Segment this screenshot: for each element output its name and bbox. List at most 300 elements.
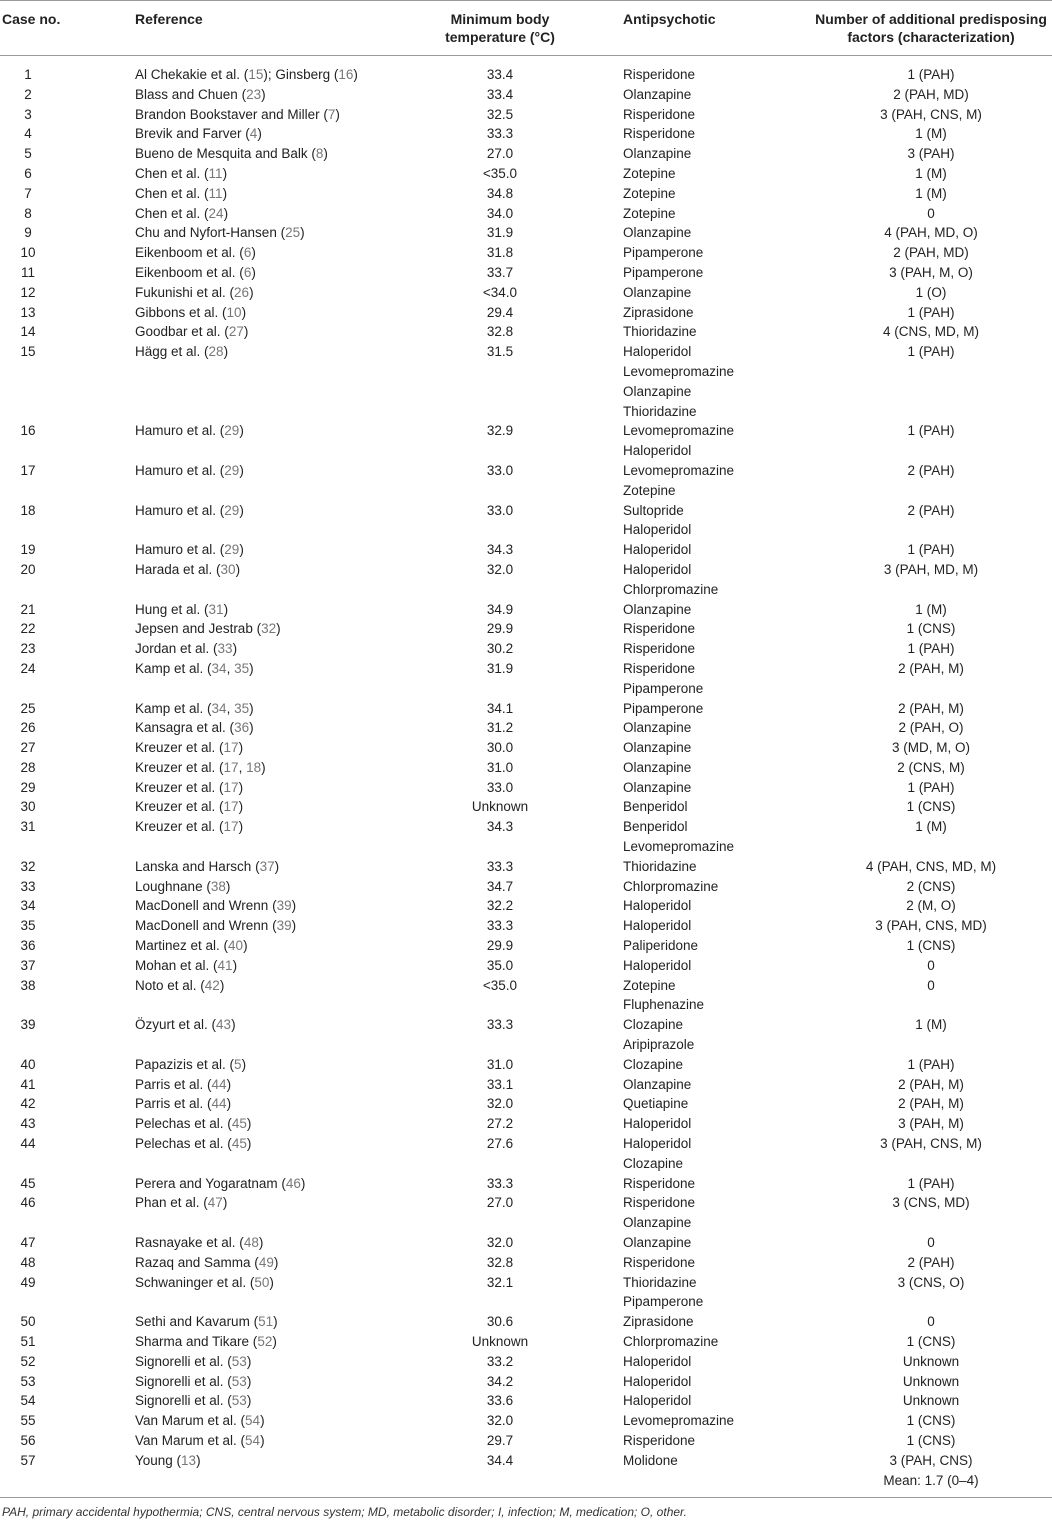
citation-link[interactable]: 49 [258,1254,274,1270]
reference-text: Chen et al. ( [135,205,209,221]
case-number: 13 [20,304,36,320]
antipsychotic-name: Olanzapine [623,740,692,756]
citation-link[interactable]: 50 [254,1274,270,1290]
citation-link[interactable]: 35 [234,660,250,676]
antipsychotic-cell [622,1253,810,1273]
reference-cell [56,857,378,877]
citation-link[interactable]: 27 [228,324,244,340]
antipsychotic-name: Chlorpromazine [623,878,719,894]
citation-link[interactable]: 45 [231,1116,247,1132]
factors-value: Unknown [902,1353,960,1369]
case-number: 15 [20,344,36,360]
antipsychotic-name: Pipamperone [623,680,704,696]
reference-cell [56,144,378,164]
antipsychotic-name: Benperidol [623,799,688,815]
citation-link[interactable]: 54 [245,1432,261,1448]
reference-text: Goodbar et al. ( [135,324,229,340]
predisposing-factors [810,916,1052,936]
predisposing-factors [810,283,1052,303]
case-number: 57 [20,1452,36,1468]
reference-text: Eikenboom et al. ( [135,245,244,261]
citation-link[interactable]: 38 [210,878,226,894]
citation-link[interactable]: 29 [224,423,240,439]
antipsychotic-name: Olanzapine [623,759,692,775]
case-number: 42 [20,1096,36,1112]
antipsychotic-cell [622,421,810,461]
predisposing-factors [810,1114,1052,1134]
reference-text: Blass and Chuen ( [135,86,247,102]
reference-text: Mohan et al. ( [135,957,218,973]
factors-value: 1 (CNS) [906,1334,956,1349]
antipsychotic-name: Pipamperone [623,1294,704,1310]
case-number: 27 [20,740,36,756]
predisposing-factors [810,65,1052,85]
reference-cell [56,976,378,1016]
predisposing-factors [810,1332,1052,1352]
predisposing-factors [810,1273,1052,1313]
table-row [0,817,1052,857]
reference-cell [56,105,378,125]
citation-link[interactable]: 17 [223,779,239,795]
table-footnote: PAH, primary accidental hypothermia; CNS, central nervous system; MD, metabolic disorder; I, infection; M, medication; O, other. [2,1505,687,1519]
factors-value: 3 (CNS, O) [897,1274,965,1290]
reference-text: Hägg et al. ( [135,344,209,360]
antipsychotic-name: Clozapine [623,1056,684,1072]
table-row [0,857,1052,877]
case-number: 40 [20,1056,36,1072]
antipsychotic-name: Benperidol [623,819,688,835]
citation-link[interactable]: 40 [228,938,244,954]
predisposing-factors [810,600,1052,620]
reference-cell [56,639,378,659]
min-temperature: 33.0 [486,502,514,518]
table-row [0,758,1052,778]
predisposing-factors [810,1352,1052,1372]
case-number: 53 [20,1373,36,1389]
predisposing-factors [810,303,1052,323]
citation-link[interactable]: 33 [217,641,233,657]
table-row [0,85,1052,105]
min-temperature: 32.5 [486,106,514,122]
table-row [0,600,1052,620]
reference-text: ) [249,284,254,300]
antipsychotic-cell [622,144,810,164]
reference-cell [56,956,378,976]
factors-value: 1 (PAH) [907,779,955,795]
antipsychotic-cell [622,758,810,778]
citation-link[interactable]: 41 [217,957,233,973]
reference-text: Razaq and Samma ( [135,1254,259,1270]
reference-text: Chen et al. ( [135,185,209,201]
reference-cell [56,1332,378,1352]
antipsychotic-name: Pipamperone [623,264,704,280]
citation-link[interactable]: 5 [234,1056,242,1072]
antipsychotic-cell [622,322,810,342]
factors-value: 1 (CNS) [906,799,956,815]
reference-text: Signorelli et al. ( [135,1353,232,1369]
antipsychotic-name: Risperidone [623,126,696,142]
case-number: 36 [20,938,36,954]
predisposing-factors [810,976,1052,1016]
header-antipsychotic: Antipsychotic [623,11,716,27]
reference-text: Van Marum et al. ( [135,1432,246,1448]
factors-value: 2 (PAH, M) [898,1096,964,1112]
antipsychotic-name: Olanzapine [623,1076,692,1092]
table-row [0,659,1052,699]
citation-link[interactable]: 13 [181,1452,197,1468]
min-temperature: 30.2 [486,641,514,657]
min-temperature: 31.5 [486,344,514,360]
antipsychotic-name: Haloperidol [623,898,692,914]
antipsychotic-name: Olanzapine [623,1235,692,1251]
reference-text: Gibbons et al. ( [135,304,227,320]
antipsychotic-name: Haloperidol [623,1136,692,1152]
antipsychotic-cell [622,105,810,125]
predisposing-factors [810,105,1052,125]
antipsychotic-name: Haloperidol [623,1353,692,1369]
citation-link[interactable]: 15 [248,67,264,82]
factors-value: 1 (M) [915,1017,947,1033]
citation-link[interactable]: 16 [338,67,354,82]
antipsychotic-name: Clozapine [623,1017,684,1033]
citation-link[interactable]: 42 [204,977,220,993]
citation-link[interactable]: 6 [243,264,252,280]
min-temperature: <34.0 [482,284,518,300]
reference-text: , [226,660,235,676]
citation-link[interactable]: 29 [224,462,240,478]
case-number: 55 [20,1413,36,1429]
reference-cell [56,1134,378,1174]
table-row [0,164,1052,184]
table-row [0,1451,1052,1491]
reference-text: Perera and Yogaratnam ( [135,1175,286,1191]
citation-link[interactable]: 37 [259,858,275,874]
antipsychotic-name: Zotepine [623,185,676,201]
min-temperature: 33.3 [486,918,514,934]
factors-value: 2 (PAH, MD) [893,86,969,102]
reference-cell [56,1312,378,1332]
min-temperature: 32.0 [486,1096,514,1112]
predisposing-factors [810,461,1052,501]
reference-text: , [238,759,247,775]
predisposing-factors [810,322,1052,342]
predisposing-factors [810,778,1052,798]
min-temperature: 32.0 [486,1413,514,1429]
min-temperature: 32.1 [486,1274,514,1290]
citation-link[interactable]: 29 [224,502,240,518]
case-number: 33 [20,878,36,894]
antipsychotic-cell [622,916,810,936]
factors-value: 1 (M) [915,819,947,835]
reference-cell [56,1233,378,1253]
factors-value: 2 (PAH, O) [898,720,964,736]
citation-link[interactable]: 54 [245,1413,261,1429]
min-temperature: 33.7 [486,264,514,280]
reference-cell [56,283,378,303]
min-temperature: 35.0 [486,957,514,973]
antipsychotic-cell [622,619,810,639]
antipsychotic-cell [622,738,810,758]
antipsychotic-name: Risperidone [623,106,696,122]
reference-text: ) [258,1235,264,1251]
antipsychotic-cell [622,560,810,600]
reference-cell [56,817,378,857]
antipsychotic-name: Haloperidol [623,344,692,360]
reference-text: ) [246,1393,252,1409]
reference-text: ) [238,740,244,756]
citation-link[interactable]: 17 [223,759,239,775]
case-number: 23 [20,641,36,657]
antipsychotic-name: Olanzapine [623,284,692,300]
reference-text: Pelechas et al. ( [135,1116,232,1132]
reference-text: ) [261,86,266,102]
reference-text: ) [273,1314,278,1330]
predisposing-factors [810,956,1052,976]
factors-value: 1 (PAH) [907,423,955,439]
reference-text: , [226,700,235,716]
reference-text: ) [251,264,256,280]
reference-text: Kreuzer et al. ( [135,759,224,775]
min-temperature: 27.0 [486,1195,514,1211]
min-temperature: 33.2 [486,1353,514,1369]
factors-value: Unknown [902,1393,960,1409]
citation-link[interactable]: 52 [257,1334,273,1349]
citation-link[interactable]: 23 [246,86,262,102]
factors-value: 3 (PAH, CNS, M) [880,106,982,122]
case-number: 7 [24,185,32,201]
reference-text: Phan et al. ( [135,1195,208,1211]
citation-link[interactable]: 17 [223,740,239,756]
case-number: 18 [20,502,36,518]
citation-link[interactable]: 10 [226,304,242,320]
citation-link[interactable]: 17 [223,819,239,835]
table-row [0,877,1052,897]
reference-text: Jepsen and Jestrab ( [135,621,262,637]
min-temperature: 34.1 [486,700,514,716]
predisposing-factors [810,164,1052,184]
predisposing-factors [810,263,1052,283]
factors-value: 3 (PAH, CNS) [889,1452,973,1468]
citation-link[interactable]: 18 [246,759,262,775]
case-number: 56 [20,1432,36,1448]
min-temperature: 30.0 [486,740,514,756]
min-temperature: 33.3 [486,126,514,142]
antipsychotic-name: Zotepine [623,205,676,221]
reference-text: ) [222,185,228,201]
citation-link[interactable]: 4 [249,126,258,142]
citation-link[interactable]: 24 [208,205,224,221]
citation-link[interactable]: 7 [327,106,336,122]
citation-link[interactable]: 48 [243,1235,259,1251]
citation-link[interactable]: 25 [285,225,301,241]
factors-value: Unknown [902,1373,960,1389]
citation-link[interactable]: 28 [208,344,224,360]
antipsychotic-cell [622,896,810,916]
reference-text: Kansagra et al. ( [135,720,235,736]
antipsychotic-name: Levomepromazine [623,462,735,478]
predisposing-factors [810,758,1052,778]
predisposing-factors [810,560,1052,600]
antipsychotic-cell [622,956,810,976]
citation-link[interactable]: 32 [261,621,277,637]
table-row [0,243,1052,263]
citation-link[interactable]: 45 [231,1136,247,1152]
reference-cell [56,1451,378,1491]
table-row [0,204,1052,224]
predisposing-factors [810,1391,1052,1411]
min-temperature: 34.2 [486,1373,514,1389]
antipsychotic-cell [622,1015,810,1055]
citation-link[interactable]: 11 [208,185,223,201]
predisposing-factors [810,1015,1052,1055]
citation-link[interactable]: 53 [231,1373,247,1389]
citation-link[interactable]: 39 [276,898,292,914]
reference-cell [56,184,378,204]
citation-link[interactable]: 39 [276,918,292,934]
reference-text: ) [274,858,280,874]
reference-text: Lanska and Harsch ( [135,858,260,874]
citation-link[interactable]: 53 [231,1353,247,1369]
citation-link[interactable]: 46 [285,1175,301,1191]
reference-text: ) [257,126,262,142]
predisposing-factors [810,184,1052,204]
reference-cell [56,778,378,798]
reference-text: Kreuzer et al. ( [135,740,224,756]
antipsychotic-name: Olanzapine [623,720,692,736]
antipsychotic-name: Risperidone [623,1195,696,1211]
antipsychotic-cell [622,1372,810,1392]
min-temperature: 27.2 [486,1116,514,1132]
antipsychotic-cell [622,85,810,105]
citation-link[interactable]: 26 [234,284,250,300]
case-number: 11 [20,264,35,280]
min-temperature: 29.4 [486,304,514,320]
case-number: 26 [20,720,36,736]
reference-text: Chen et al. ( [135,165,209,181]
reference-text: ) [238,819,244,835]
reference-text: ) [232,641,238,657]
antipsychotic-name: Thioridazine [623,1274,697,1290]
case-number: 30 [20,799,36,815]
reference-cell [56,421,378,461]
citation-link[interactable]: 36 [234,720,250,736]
table-row [0,322,1052,342]
antipsychotic-name: Risperidone [623,660,696,676]
predisposing-factors [810,857,1052,877]
min-temperature: 33.3 [486,858,514,874]
antipsychotic-cell [622,164,810,184]
reference-cell [56,1193,378,1233]
min-temperature: 30.6 [486,1314,514,1330]
antipsychotic-cell [622,877,810,897]
citation-link[interactable]: 8 [315,146,324,162]
predisposing-factors [810,144,1052,164]
table-row [0,1391,1052,1411]
factors-value: 1 (M) [915,126,947,142]
antipsychotic-name: Levomepromazine [623,363,735,379]
reference-cell [56,65,378,85]
reference-cell [56,659,378,699]
citation-link[interactable]: 29 [224,542,240,558]
factors-value: 3 (PAH, CNS, MD) [875,918,987,934]
factors-value: 4 (PAH, CNS, MD, M) [865,858,997,874]
reference-text: ) [243,324,249,340]
antipsychotic-cell [622,342,810,421]
factors-mean: Mean: 1.7 (0–4) [883,1472,979,1488]
header-factors [810,10,1052,46]
antipsychotic-cell [622,639,810,659]
table-row [0,916,1052,936]
antipsychotic-name: Risperidone [623,1432,696,1448]
reference-cell [56,461,378,501]
factors-value: 1 (M) [915,165,947,181]
citation-link[interactable]: 34 [211,660,227,676]
citation-link[interactable]: 44 [211,1076,227,1092]
min-temperature: 27.0 [486,146,514,162]
factors-value: 1 (PAH) [907,542,955,558]
citation-link[interactable]: 53 [231,1393,247,1409]
antipsychotic-name: Zotepine [623,165,676,181]
predisposing-factors [810,877,1052,897]
case-number: 14 [20,324,36,340]
reference-cell [56,243,378,263]
factors-value: 2 (M, O) [906,898,956,914]
reference-text: Sethi and Kavarum ( [135,1314,259,1330]
citation-link[interactable]: 17 [223,799,239,815]
case-number: 24 [20,660,36,676]
factors-value: 3 (PAH, M, O) [889,264,973,280]
case-number: 5 [24,146,32,162]
citation-link[interactable]: 34 [211,700,227,716]
min-temperature: 34.4 [486,1452,514,1468]
antipsychotic-cell [622,778,810,798]
citation-link[interactable]: 44 [211,1096,227,1112]
factors-value: 0 [927,1235,935,1251]
reference-cell [56,164,378,184]
reference-text: Chu and Nyfort-Hansen ( [135,225,286,241]
citation-link[interactable]: 11 [208,165,223,181]
citation-link[interactable]: 31 [208,601,224,617]
citation-link[interactable]: 43 [216,1017,232,1033]
case-number: 41 [20,1076,36,1092]
reference-text: ); Ginsberg ( [263,67,339,82]
citation-link[interactable]: 6 [243,245,252,261]
header-min-temp-line2: temperature (°C) [445,29,555,45]
case-number: 34 [20,898,36,914]
predisposing-factors [810,797,1052,817]
table-row [0,1372,1052,1392]
citation-link[interactable]: 30 [220,561,236,577]
min-temperature: 31.0 [486,759,514,775]
reference-text: Parris et al. ( [135,1096,212,1112]
reference-text: ) [300,1175,306,1191]
min-temperature: 32.8 [486,324,514,340]
reference-text: MacDonell and Wrenn ( [135,898,277,914]
predisposing-factors [810,1372,1052,1392]
table-row [0,283,1052,303]
citation-link[interactable]: 35 [234,700,250,716]
antipsychotic-cell [622,204,810,224]
table-row [0,501,1052,541]
citation-link[interactable]: 47 [207,1195,223,1211]
case-number: 31 [20,819,36,835]
table-row [0,1253,1052,1273]
reference-cell [56,718,378,738]
factors-value: 2 (PAH) [907,462,955,478]
reference-text: ) [251,245,256,261]
case-number: 12 [20,284,36,300]
citation-link[interactable]: 51 [258,1314,274,1330]
